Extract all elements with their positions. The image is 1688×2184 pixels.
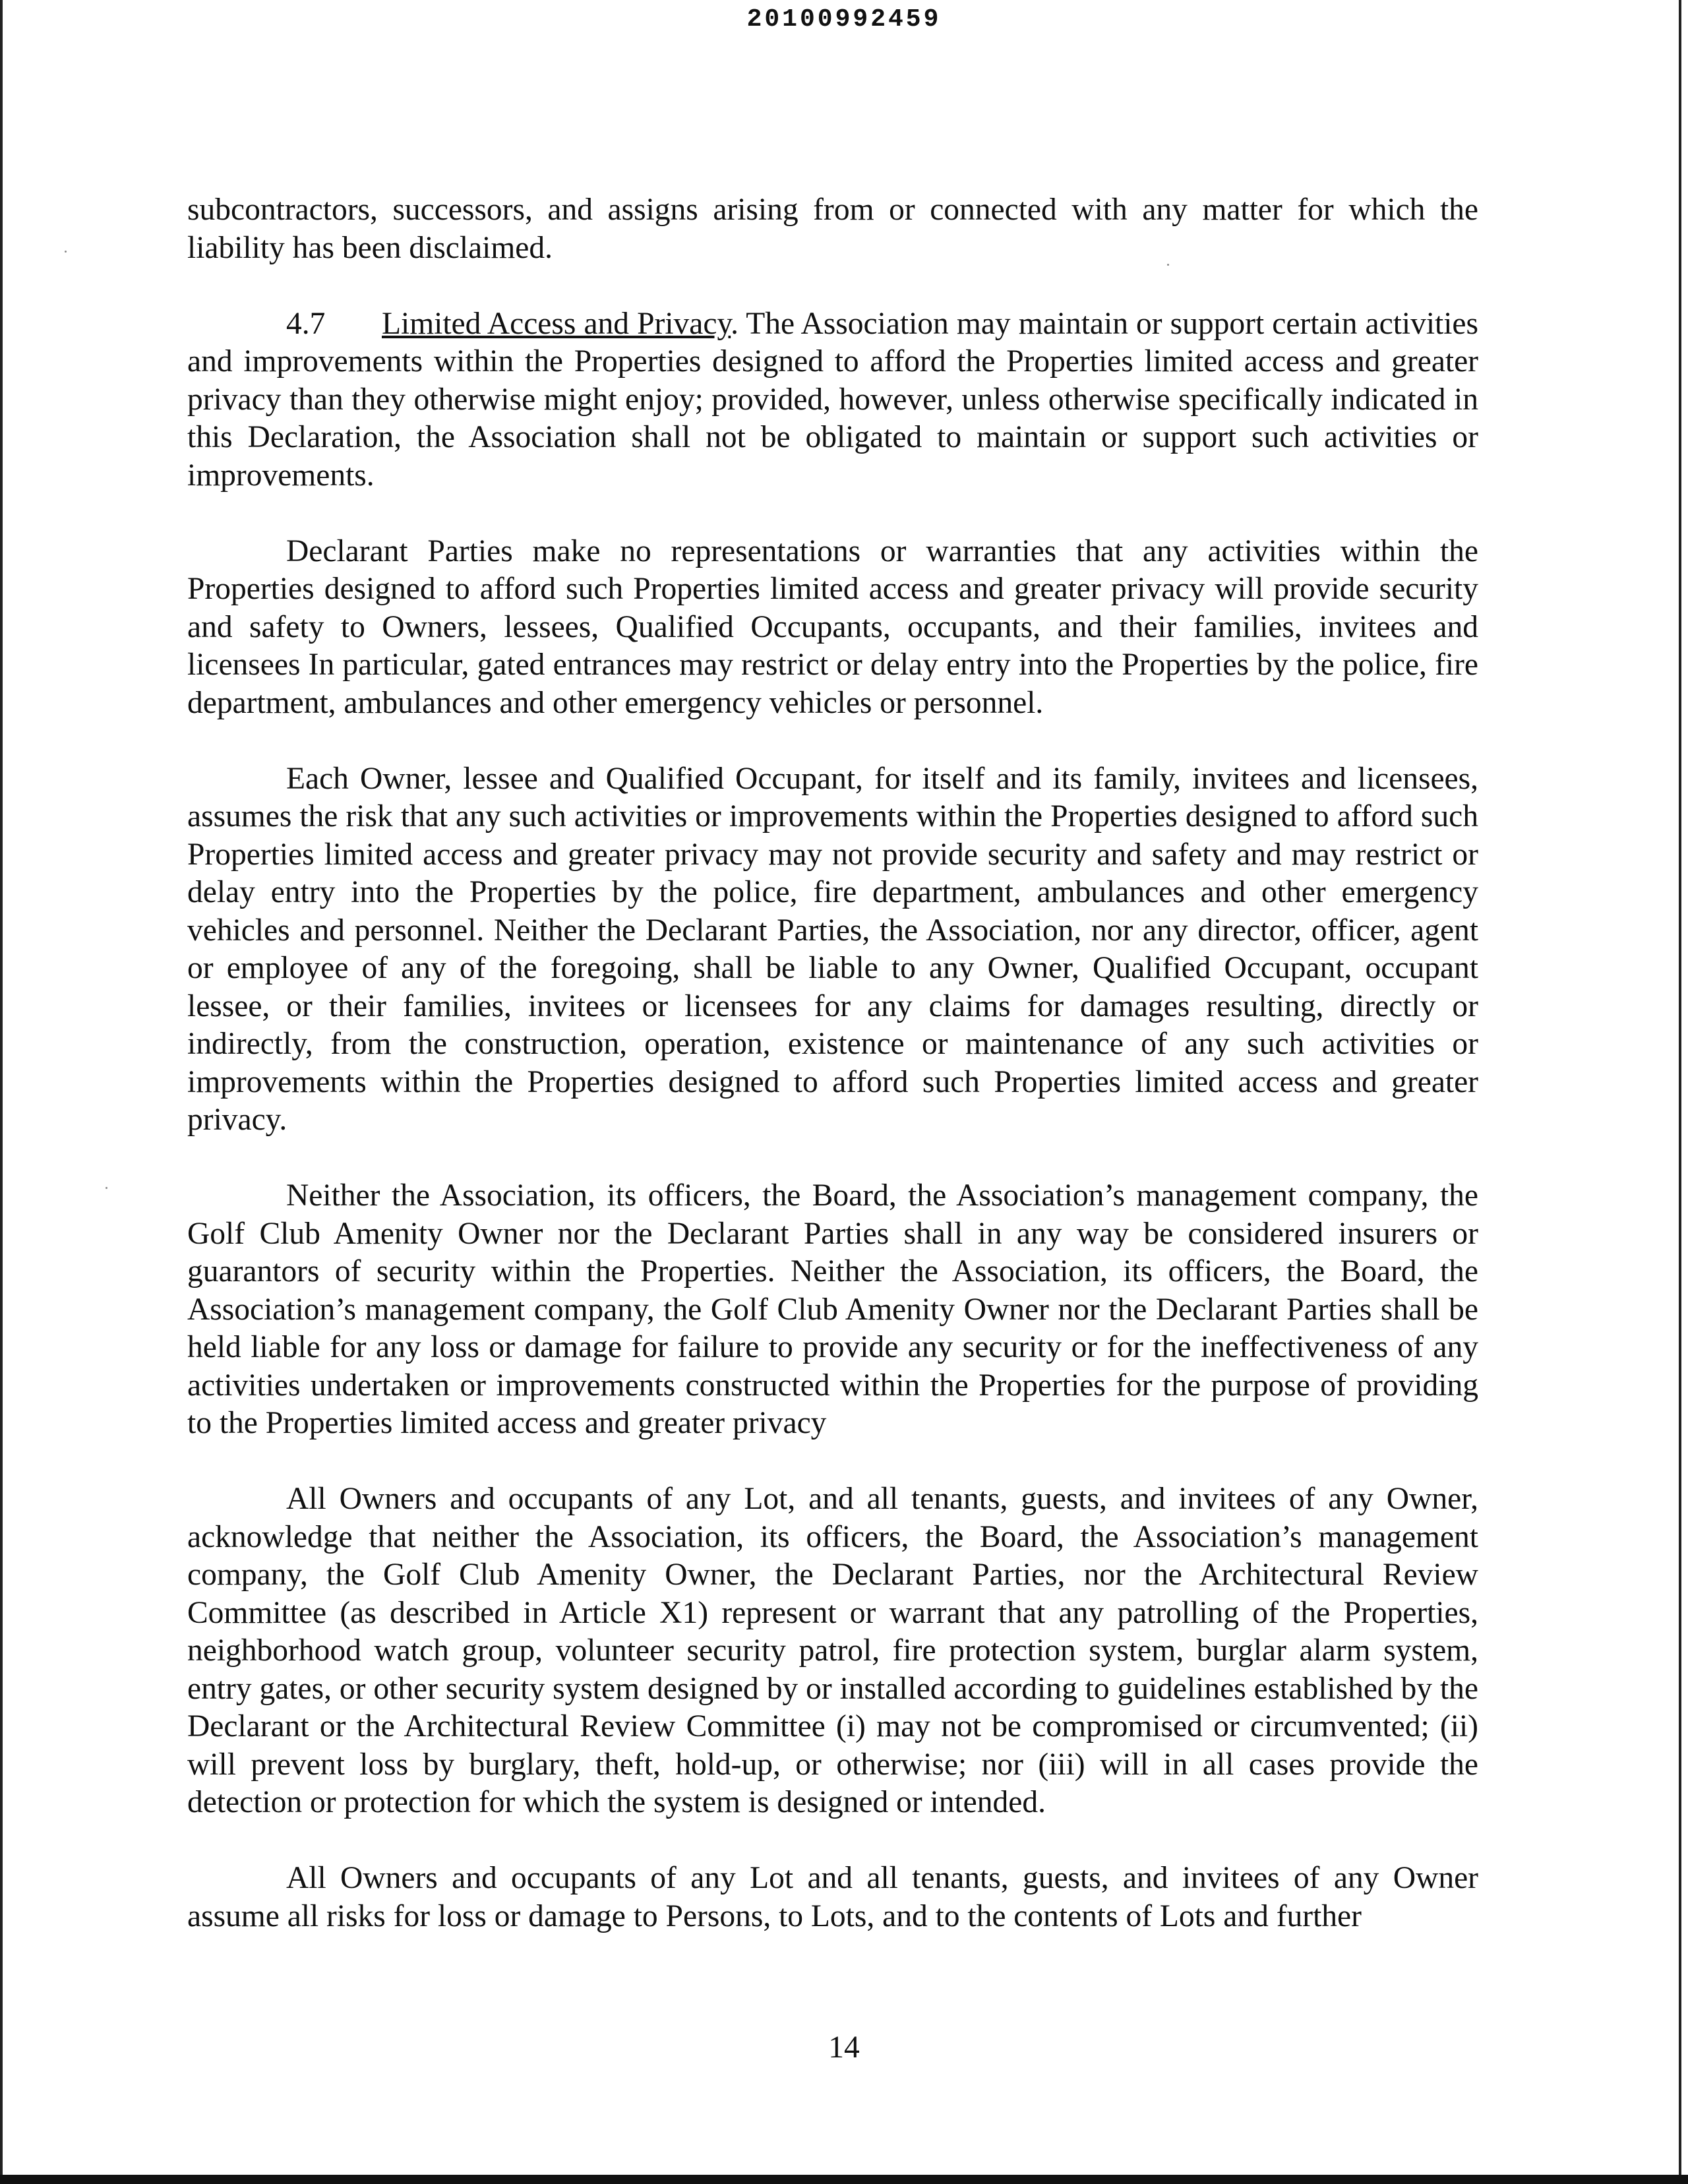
paragraph-declarant-parties: Declarant Parties make no representations or warranties that any activities within the Properties designed to afford such Properties limited access and greater privacy will provide security and safety to Owners, lessees, Qualified Occupants, occupants, and their families, invitees and licensees In particular, gated entrances may restrict or delay entry into the Properties by the police, fire department, ambulances and other emergency vehicles or personnel. xyxy=(187,533,1478,720)
section-4-7-paragraph xyxy=(187,305,1478,495)
paragraph-each-owner: Each Owner, lessee and Qualified Occupant, for itself and its family, invitees and licensees, assumes the risk that any such activities or improvements within the Properties designed to afford such Properties limited access and greater privacy may not provide security and safety and may restrict or delay entry into the Properties by the police, fire department, ambulances and other emergency vehicles and personnel. Neither the Declarant Parties, the Association, nor any director, officer, agent or employee of any of the foregoing, shall be liable to any Owner, Qualified Occupant, occupant lessee, or their families, invitees or licensees for any claims for damages resulting, directly or indirectly, from the construction, operation, existence or maintenance of any such activities or improvements within the Properties designed to afford such Properties limited access and greater privacy. xyxy=(187,761,1478,1137)
section-title: Limited Access and Privacy xyxy=(382,306,731,341)
scan-speck xyxy=(65,251,67,253)
document-body xyxy=(187,191,1478,1974)
paragraph-all-owners-assume: All Owners and occupants of any Lot and all tenants, guests, and invitees of any Owner assume all risks for loss or damage to Persons, to Lots, and to the contents of Lots and further xyxy=(187,1861,1478,1933)
paragraph-all-owners-acknowledge: All Owners and occupants of any Lot, and all tenants, guests, and invitees of any Owner, acknowledge that neither the Association, its officers, the Board, the Association’s management company, the Golf Club Amenity Owner, the Declarant Parties, nor the Architectural Review Committee (as described in Article X1) represent or warrant that any patrolling of the Properties, neighborhood watch group, volunteer security patrol, fire protection system, burglar alarm system, entry gates, or other security system designed by or installed according to guidelines established by the Declarant or the Architectural Review Committee (i) may not be compromised or circumvented; (ii) will prevent loss by burglary, theft, hold-up, or otherwise; nor (iii) will in all cases provide the detection or protection for which the system is designed or intended. xyxy=(187,1482,1478,1819)
paragraph-continuation: subcontractors, successors, and assigns arising from or connected with any matter for which the liability has been disclaimed. xyxy=(187,193,1478,265)
section-text: . The Association may maintain or support certain activities and improvements within the Properties designed to afford the Properties limited access and greater privacy than they otherwise might enjoy; provided, however, unless otherwise specifically indicated in this Declaration, the Association shall not be obligated to maintain or support such activities or improvements. xyxy=(187,306,1478,493)
scan-right-edge xyxy=(1679,0,1681,2176)
section-number: 4.7 xyxy=(286,306,326,341)
scan-left-edge xyxy=(0,0,3,2176)
scan-bottom-edge xyxy=(0,2175,1688,2184)
scan-speck xyxy=(106,1187,107,1189)
paragraph-neither-association: Neither the Association, its officers, the Board, the Association’s management company, the Golf Club Amenity Owner nor the Declarant Parties shall in any way be considered insurers or guarantors of security within the Properties. Neither the Association, its officers, the Board, the Association’s management company, the Golf Club Amenity Owner nor the Declarant Parties shall be held liable for any loss or damage for failure to provide any security or for the ineffectiveness of any activities undertaken or improvements constructed within the Properties for the purpose of providing to the Properties limited access and greater privacy xyxy=(187,1178,1478,1440)
page-number: 14 xyxy=(828,2030,860,2065)
document-number: 20100992459 xyxy=(746,5,942,34)
